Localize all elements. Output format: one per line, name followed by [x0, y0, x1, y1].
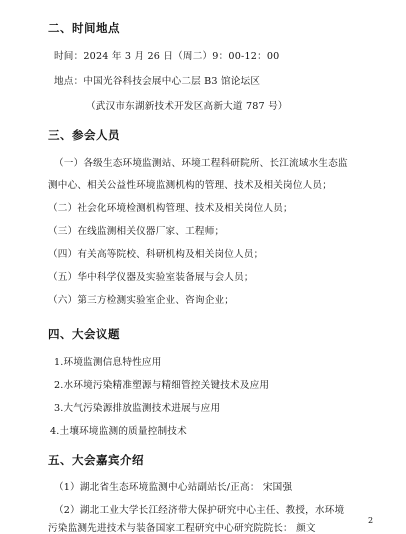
place-line: 地点：中国光谷科技会展中心二层 B3 馆论坛区 — [54, 76, 261, 87]
topic-2: 2.水环境污染精准塑源与精细管控关键技术及应用 — [54, 380, 270, 391]
guest-2-line-1: （2）湖北工业大学长江经济带大保护研究中心主任、教授，水环境 — [54, 505, 345, 516]
topic-4: 4.土壤环境监测的质量控制技术 — [50, 426, 187, 437]
attendee-item-1-line-1: （一）各级生态环境监测站、环境工程科研院所、长江流域水生态监 — [54, 158, 348, 169]
section-heading-time-place: 二、时间地点 — [48, 21, 120, 35]
time-line: 时间：2024 年 3 月 26 日（周二）9：00-12：00 — [54, 51, 280, 62]
address-line: （武汉市东湖新技术开发区高新大道 787 号） — [86, 101, 288, 112]
section-heading-topics: 四、大会议题 — [48, 327, 120, 341]
attendee-item-2: （二）社会化环境检测机构管理、技术及相关岗位人员； — [48, 203, 293, 214]
guest-2-line-2: 污染监测先进技术与装备国家工程研究中心研究院院长： 颜文 — [48, 523, 316, 534]
topic-1: 1.环境监测信息特性应用 — [54, 357, 162, 368]
section-heading-attendees: 三、参会人员 — [48, 128, 120, 142]
topic-3: 3.大气污染源排放监测技术进展与应用 — [54, 403, 221, 414]
guest-1: （1）湖北省生态环境监测中心站副站长/正高： 宋国强 — [54, 482, 293, 493]
attendee-item-5: （五）华中科学仪器及实验室装备展与会人员； — [48, 272, 254, 283]
attendee-item-4: （四）有关高等院校、科研机构及相关岗位人员； — [48, 249, 264, 260]
page-number: 2 — [368, 516, 374, 525]
attendee-item-6: （六）第三方检测实验室企业、咨询企业； — [48, 295, 235, 306]
section-heading-guests: 五、大会嘉宾介绍 — [48, 453, 144, 467]
attendee-item-1-line-2: 测中心、相关公益性环境监测机构的管理、技术及相关岗位人员； — [48, 180, 333, 191]
attendee-item-3: （三）在线监测相关仪器厂家、工程师； — [48, 226, 225, 237]
